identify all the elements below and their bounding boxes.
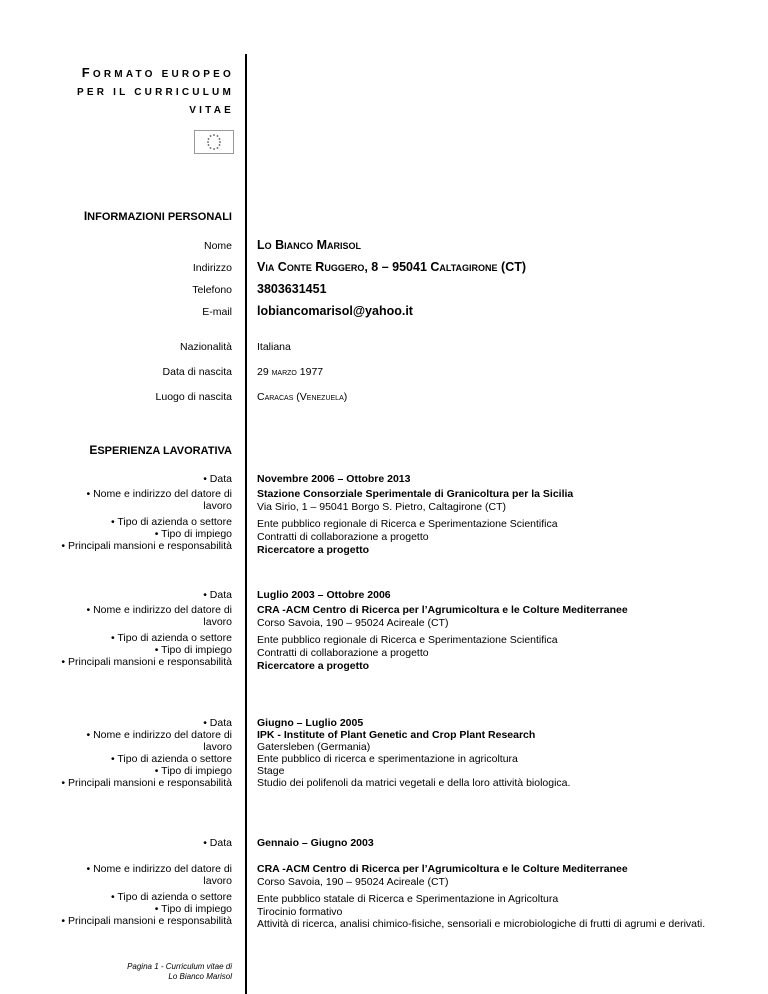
footer-line-2: Lo Bianco Marisol: [168, 972, 232, 981]
experience-address-2: Corso Savoia, 190 – 95024 Acireale (CT): [257, 617, 449, 629]
experience-employer-3: IPK - Institute of Plant Genetic and Crop Plant Research: [257, 729, 536, 741]
label-tipo-azienda: • Tipo di azienda o settore: [110, 753, 232, 765]
label-mansioni: • Principali mansioni e responsabilità: [61, 656, 232, 668]
value-telefono: 3803631451: [257, 282, 327, 296]
experience-duties-1: Ricercatore a progetto: [257, 544, 370, 556]
experience-duties-3: Studio dei polifenoli da matrici vegetali e della loro attività biologica.: [257, 777, 571, 789]
experience-labels-3: [61, 717, 232, 789]
value-email[interactable]: lobiancomarisol@yahoo.it: [257, 304, 413, 318]
experience-sector-3: Ente pubblico di ricerca e sperimentazione in agricoltura: [257, 753, 518, 765]
experience-duties-2: Ricercatore a progetto: [257, 660, 370, 672]
section-title-experience: ESPERIENZA LAVORATIVA: [89, 443, 232, 457]
label-nome-datore: • Nome e indirizzo del datore di: [86, 729, 232, 741]
label-tipo-azienda: • Tipo di azienda o settore: [110, 516, 232, 528]
experience-employer-2: CRA -ACM Centro di Ricerca per l’Agrumicoltura e le Colture Mediterranee: [257, 604, 628, 616]
label-nazionalita: Nazionalità: [180, 341, 232, 353]
experience-date-2: Luglio 2003 – Ottobre 2006: [257, 589, 391, 601]
experience-sector-4: Ente pubblico statale di Ricerca e Sperimentazione in Agricoltura: [257, 893, 559, 905]
label-tipo-impiego: • Tipo di impiego: [154, 903, 232, 915]
experience-labels-1: [61, 473, 232, 552]
experience-sector-2: Ente pubblico regionale di Ricerca e Sperimentazione Scientifica: [257, 634, 558, 646]
label-lavoro: lavoro: [203, 875, 232, 887]
label-tipo-impiego: • Tipo di impiego: [154, 765, 232, 777]
experience-date-4: Gennaio – Giugno 2003: [257, 837, 374, 849]
label-data-nascita: Data di nascita: [162, 366, 232, 378]
experience-employer-4: CRA -ACM Centro di Ricerca per l’Agrumicoltura e le Colture Mediterranee: [257, 863, 628, 875]
label-luogo-nascita: Luogo di nascita: [155, 391, 232, 403]
experience-date-1: Novembre 2006 – Ottobre 2013: [257, 473, 411, 485]
label-tipo-impiego: • Tipo di impiego: [154, 528, 232, 540]
value-nome: Lo Bianco Marisol: [257, 238, 362, 252]
value-indirizzo: Via Conte Ruggero, 8 – 95041 Caltagirone (CT): [257, 260, 527, 274]
experience-labels-2: [61, 589, 232, 668]
eu-flag-icon: [194, 130, 234, 154]
experience-labels-4: [61, 863, 232, 927]
experience-type-1: Contratti di collaborazione a progetto: [257, 531, 429, 543]
page-footer: [127, 962, 232, 982]
experience-address-4: Corso Savoia, 190 – 95024 Acireale (CT): [257, 876, 449, 888]
label-data-4: • Data: [203, 837, 232, 849]
label-nome-datore: • Nome e indirizzo del datore di: [86, 604, 232, 616]
label-email: E-mail: [202, 306, 232, 318]
label-lavoro: lavoro: [203, 616, 232, 628]
value-luogo-nascita: Caracas (Venezuela): [257, 391, 348, 403]
label-mansioni: • Principali mansioni e responsabilità: [61, 777, 232, 789]
label-indirizzo: Indirizzo: [192, 262, 232, 274]
experience-sector-1: Ente pubblico regionale di Ricerca e Sperimentazione Scientifica: [257, 518, 558, 530]
value-nazionalita: Italiana: [257, 341, 291, 353]
experience-type-4: Tirocinio formativo: [257, 906, 343, 918]
experience-employer-1: Stazione Consorziale Sperimentale di Granicoltura per la Sicilia: [257, 488, 574, 500]
label-data: • Data: [203, 717, 232, 729]
label-tipo-azienda: • Tipo di azienda o settore: [110, 891, 232, 903]
label-mansioni: • Principali mansioni e responsabilità: [61, 915, 232, 927]
experience-duties-4: Attività di ricerca, analisi chimico-fisiche, sensoriali e microbiologiche di frutti di agrumi e derivati.: [257, 918, 706, 930]
label-lavoro: lavoro: [203, 741, 232, 753]
section-title-personal: INFORMAZIONI PERSONALI: [83, 209, 232, 223]
column-divider: [245, 54, 247, 994]
experience-type-3: Stage: [257, 765, 285, 777]
label-nome-datore: • Nome e indirizzo del datore di: [86, 488, 232, 500]
experience-type-2: Contratti di collaborazione a progetto: [257, 647, 429, 659]
experience-address-1: Via Sirio, 1 – 95041 Borgo S. Pietro, Caltagirone (CT): [257, 501, 507, 513]
experience-address-3: Gatersleben (Germania): [257, 741, 371, 753]
header-line-3: VITAE: [189, 105, 234, 116]
label-tipo-azienda: • Tipo di azienda o settore: [110, 632, 232, 644]
cv-header: [77, 64, 234, 120]
label-nome: Nome: [203, 240, 232, 252]
label-data: • Data: [203, 589, 232, 601]
label-lavoro: lavoro: [203, 500, 232, 512]
header-line-2: PER IL CURRICULUM: [77, 87, 234, 98]
footer-line-1: Pagina 1 - Curriculum vitae di: [127, 962, 232, 971]
value-data-nascita: 29 marzo 1977: [257, 366, 324, 378]
header-line-1: FORMATO EUROPEO: [81, 65, 234, 80]
label-nome-datore: • Nome e indirizzo del datore di: [86, 863, 232, 875]
label-mansioni: • Principali mansioni e responsabilità: [61, 540, 232, 552]
label-tipo-impiego: • Tipo di impiego: [154, 644, 232, 656]
label-telefono: Telefono: [192, 284, 232, 296]
experience-date-3: Giugno – Luglio 2005: [257, 717, 364, 729]
label-data: • Data: [203, 473, 232, 485]
